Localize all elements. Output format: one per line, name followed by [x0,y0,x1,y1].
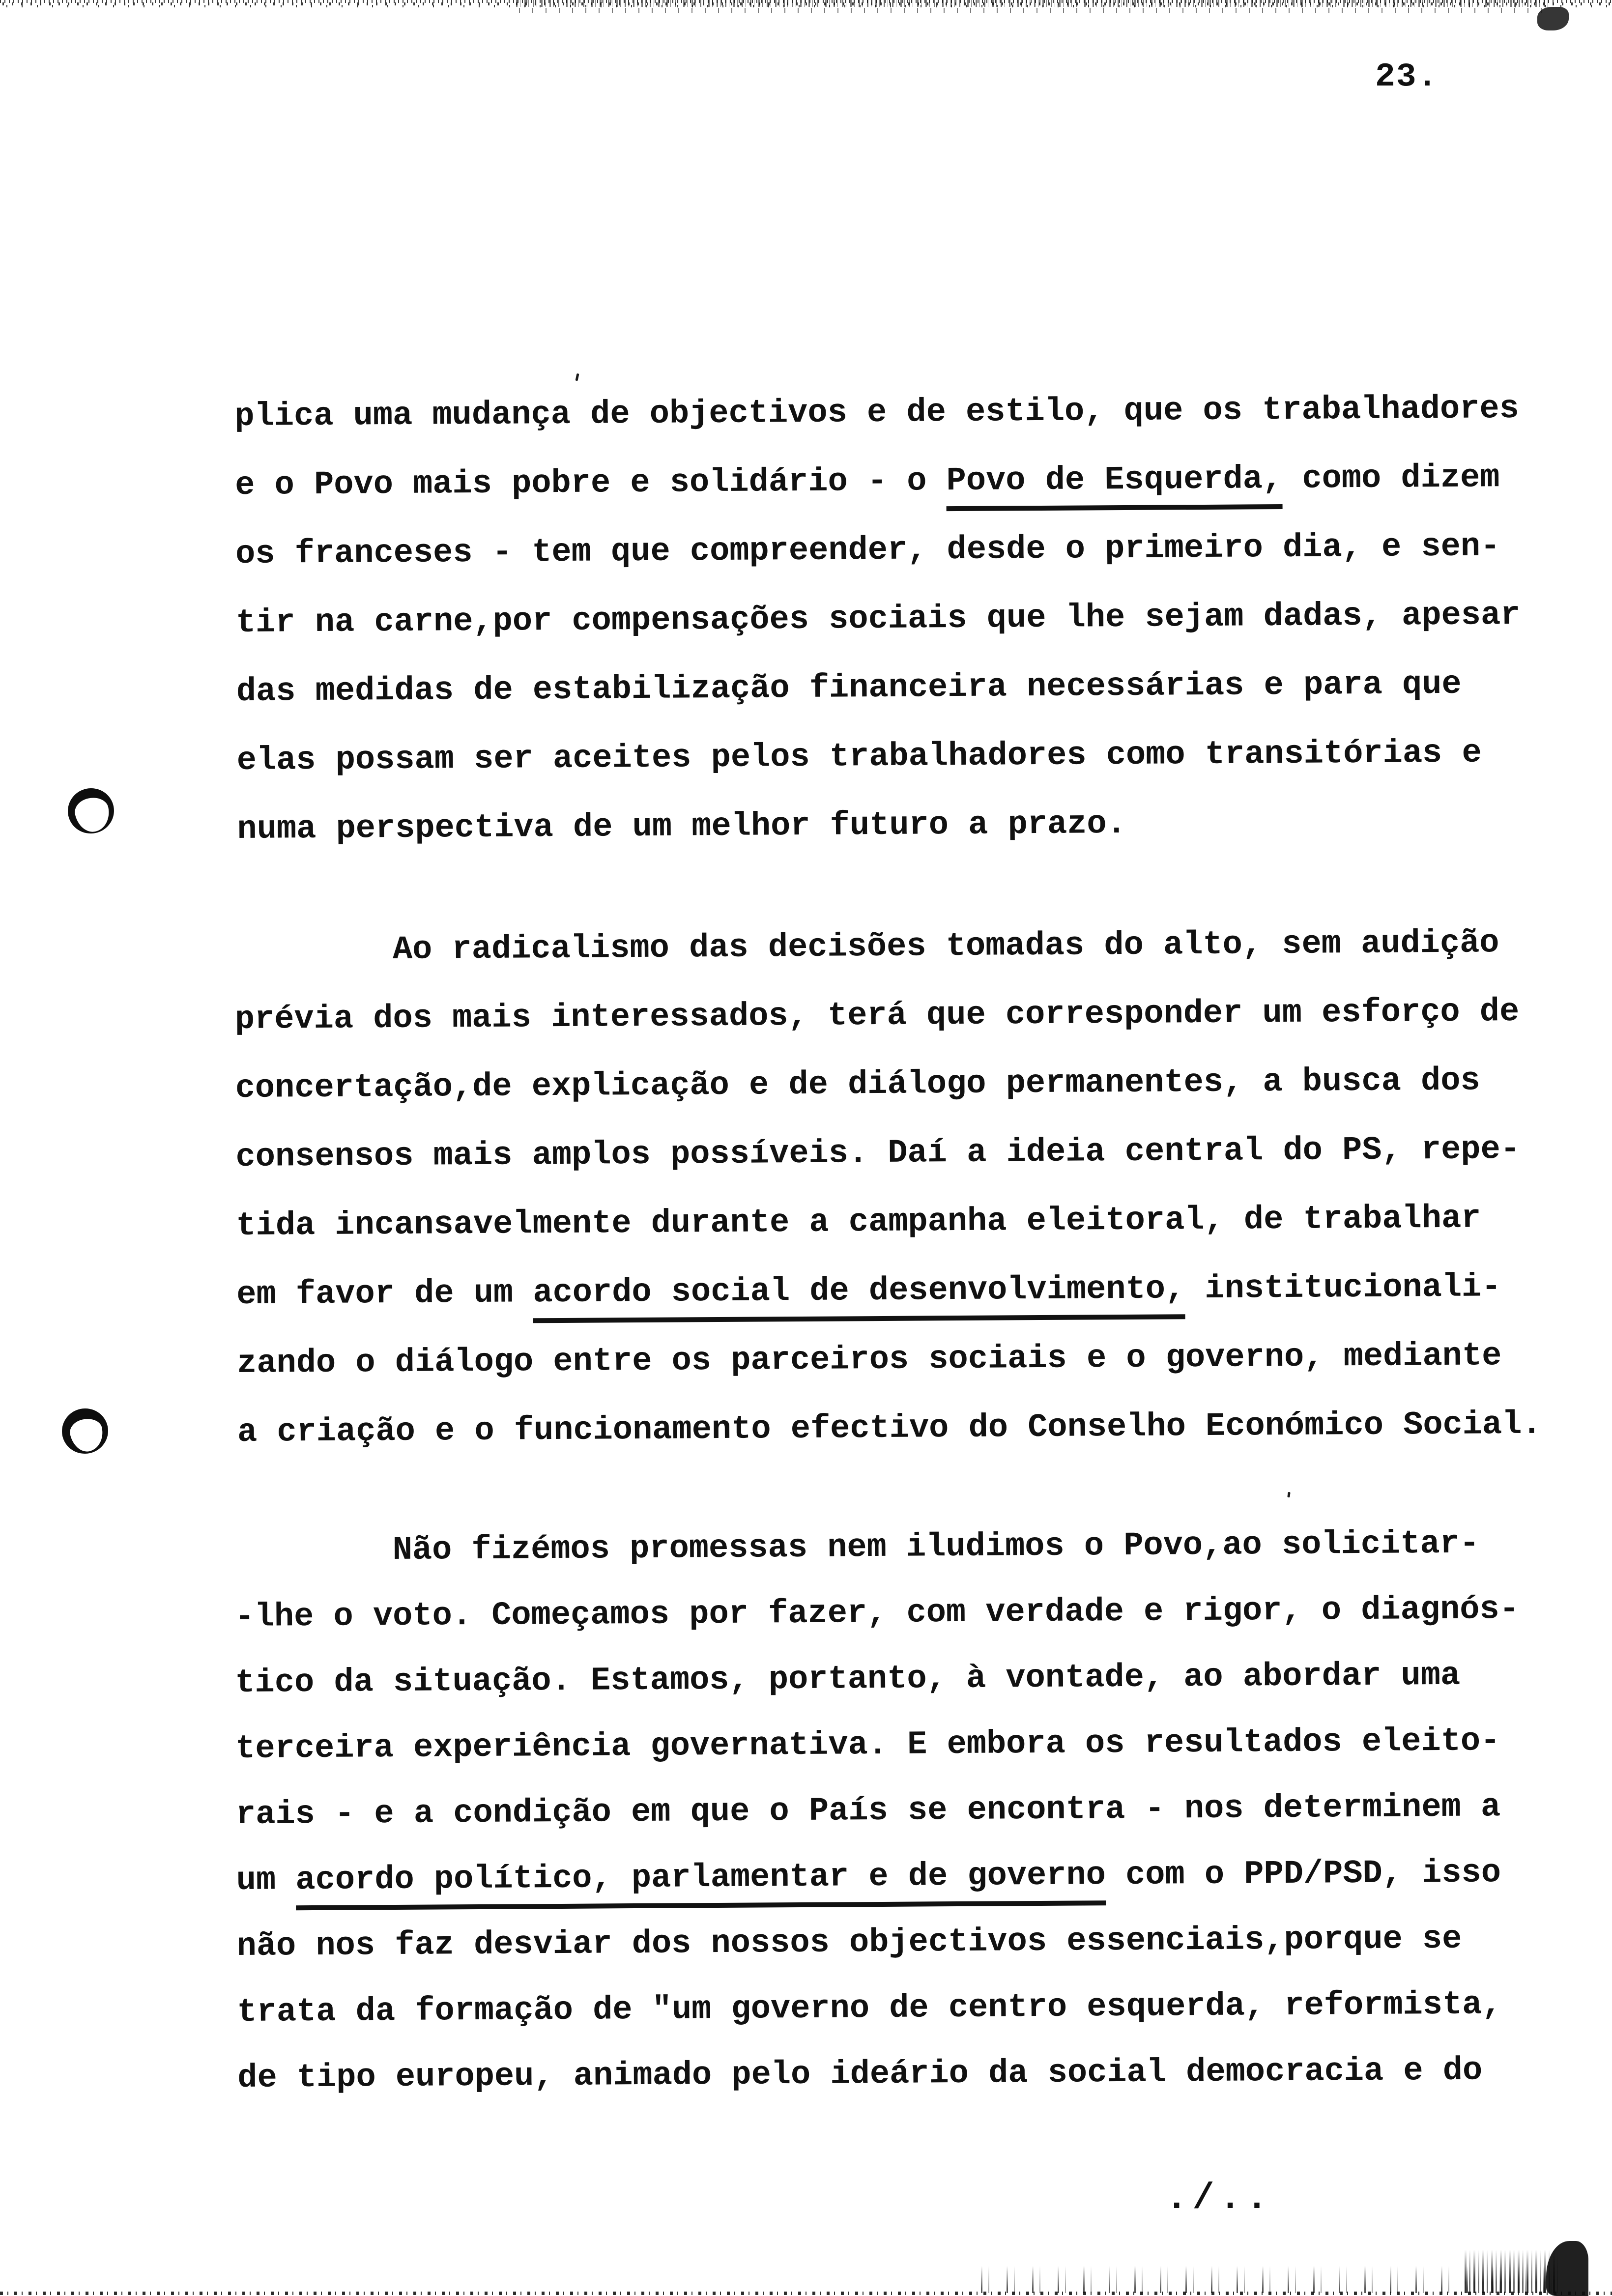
scan-noise-top-edge-dense [516,0,1548,17]
text-line: elas possam ser aceites pelos trabalhadores como transitórias e [236,734,1482,779]
text-line: em favor de um acordo social de desenvolvimento, institucionali- [236,1253,1541,1329]
scan-smudge-top-right [1537,7,1569,30]
text-line: tida incansavelmente durante a campanha eleitoral, de trabalhar [236,1200,1481,1245]
text-line: -lhe o voto. Começamos por fazer, com verdade e rigor, o diagnós- [234,1591,1520,1636]
text-line: trata da formação de "um governo de centro esquerda, reformista, [237,1986,1502,2031]
scan-noise-bottom-corner-blob [1546,2241,1588,2296]
hole-punch-bottom [58,1404,112,1458]
paragraph-2 [234,909,1542,1467]
hole-punch-top [63,784,118,838]
paragraph-3 [234,1511,1522,2111]
text-line: de tipo europeu, animado pelo ideário da social democracia e do [237,2052,1483,2097]
text-line: numa perspectiva de um melhor futuro a prazo. [237,805,1127,848]
text-line: terceira experiência governativa. E embora os resultados eleito- [235,1722,1500,1768]
text-line: os franceses - tem que compreender, desde o primeiro dia, e sen- [235,528,1500,574]
text-line: tir na carne,por compensações sociais que lhe sejam dadas, apesar [235,597,1521,642]
text-line: zando o diálogo entre os parceiros sociais e o governo, mediante [236,1337,1502,1382]
text-line: prévia dos mais interessados, terá que corresponder um esforço de [234,993,1520,1039]
text-line: tico da situação. Estamos, portanto, à vontade, ao abordar uma [235,1657,1461,1702]
underlined-phrase: Povo de Esquerda, [946,460,1282,511]
text-line: a criação e o funcionamento efectivo do Conselho Económico Social. [237,1406,1542,1451]
text-line: concertação,de explicação e de diálogo permanentes, a busca dos [235,1062,1480,1108]
text-line: um acordo político, parlamentar e de governo com o PPD/PSD, isso [236,1840,1521,1914]
text-line: não nos faz desviar dos nossos objectivos essenciais,porque se [236,1920,1462,1965]
text-line: e o Povo mais pobre e solidário - o Povo de Esquerda, como dizem [235,443,1520,520]
text-line: das medidas de estabilização financeira necessárias e para que [236,665,1462,711]
paragraph-1 [234,374,1522,864]
text-line: consensos mais amplos possíveis. Daí a ideia central do PS, repe- [235,1131,1521,1177]
underlined-phrase: acordo social de desenvolvimento, [533,1270,1185,1323]
text-line: plica uma mudança de objectivos e de estilo, que os trabalhadores [234,390,1520,436]
underlined-phrase: acordo político, parlamentar e de governo [295,1857,1106,1910]
text-line: Não fizémos promessas nem iludimos o Povo,ao solicitar- [392,1525,1480,1570]
text-line: Ao radicalismo das decisões tomadas do alto, sem audição [392,924,1499,969]
scan-noise-bottom-dense [1465,2250,1558,2293]
continuation-mark: ./.. [1166,2178,1273,2219]
text-line: rais - e a condição em que o País se encontra - nos determinem a [235,1788,1501,1834]
scan-speck [1287,1492,1290,1498]
page-number: 23. [1375,58,1439,96]
